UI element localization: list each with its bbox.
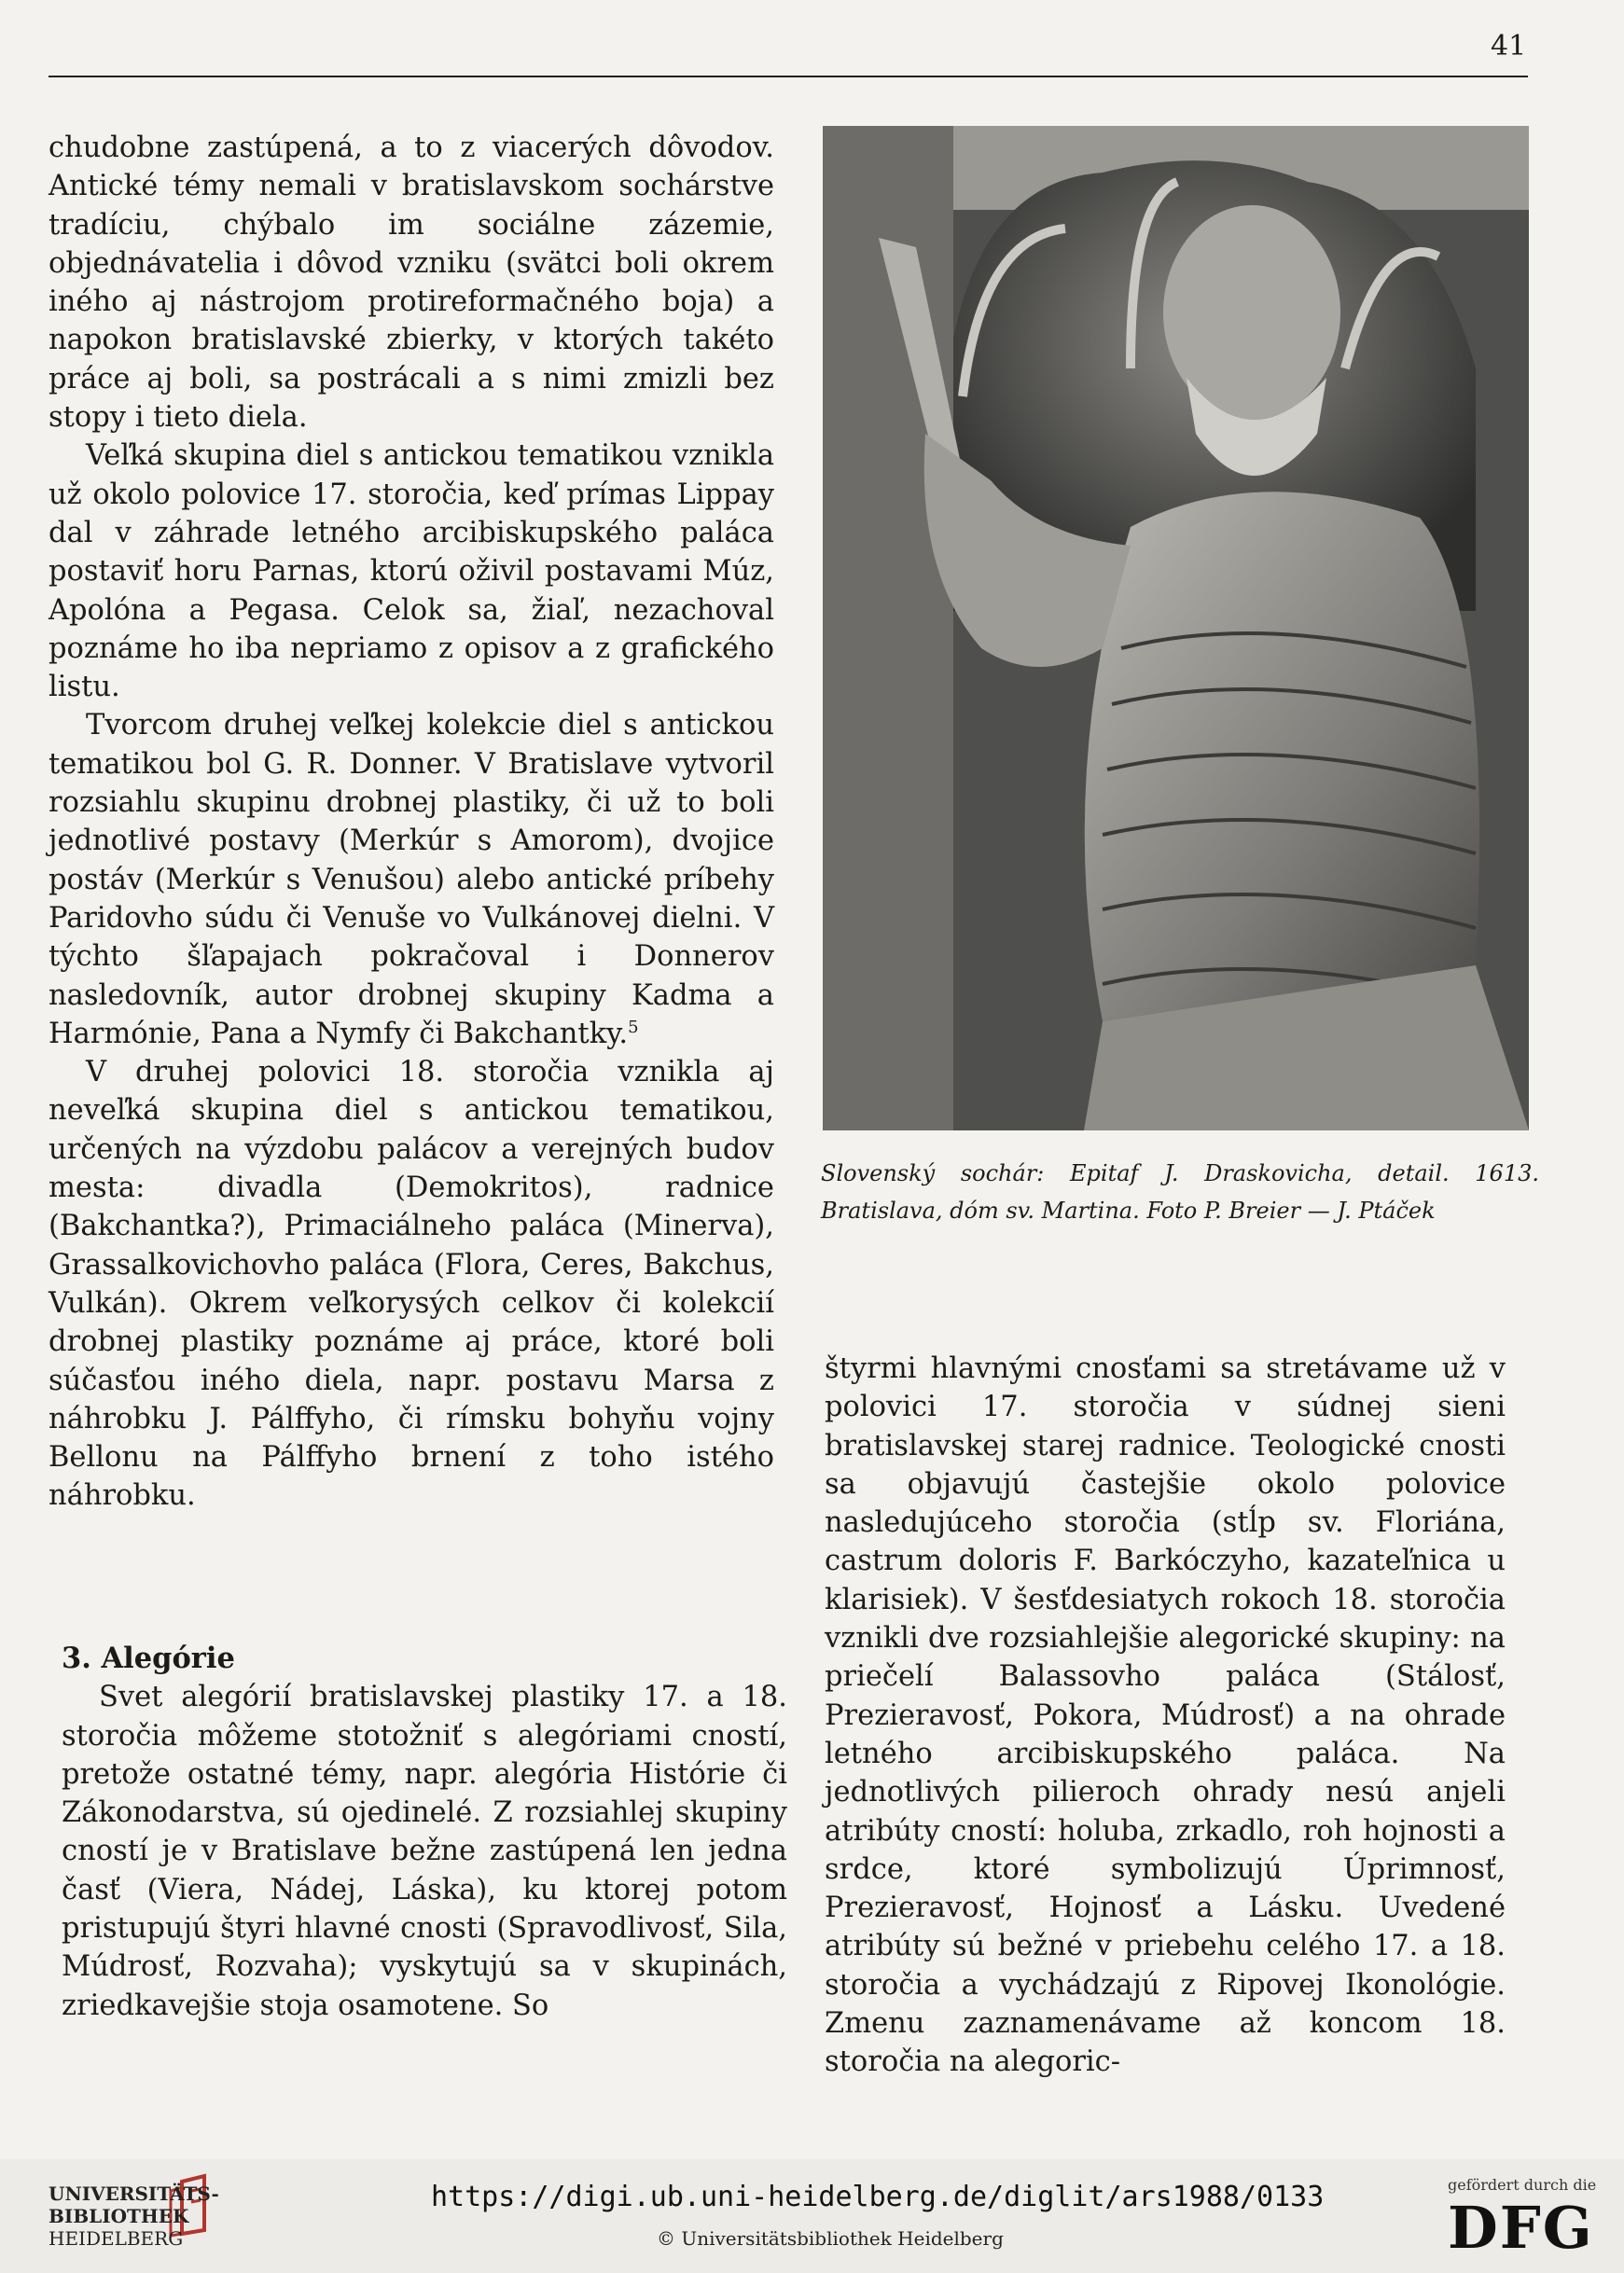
sculpture-image (823, 126, 1529, 1130)
library-line: BIBLIOTHEK (49, 2205, 189, 2227)
library-line: UNIVERSITÄTS- (49, 2183, 219, 2205)
paragraph (49, 706, 774, 1053)
paragraph: Veľká skupina diel s antickou tematikou vznikla už okolo polovice 17. storočia, keď prímas Lippay dal v záhrade letného arcibiskupského paláca postaviť horu Parnas, ktorú oživil postavami Múz, Apolóna a Pegasa. Celok sa, žiaľ, nezachoval poznáme ho iba nepriamo z opisov a z grafického listu. (49, 439, 774, 704)
paragraph-text: Tvorcom druhej veľkej kolekcie diel s antickou tematikou bol G. R. Donner. V Bratislave vytvoril rozsiahlu skupinu drobnej plastiky, či už to boli jednotlivé postavy (Merkúr s Amorom), dvojice postáv (Merkúr s Venušou) alebo antické príbehy Paridovho súdu či Venuše vo Vulkánovej dielni. V týchto šľapajach pokračoval i Donnerov nasledovník, autor drobnej skupiny Kadma a Harmónie, Pana a Nymfy či Bakchantky. (49, 709, 774, 1050)
photo-caption: Slovenský sochár: Epitaf J. Draskovicha, detail. 1613. Bratislava, dóm sv. Martina. Foto P. Breier — J. Ptáček (821, 1160, 1539, 1224)
right-column (825, 1350, 1506, 2082)
section-heading: 3. Alegórie (62, 1642, 235, 1675)
dfg-logo: DFG (1448, 2194, 1594, 2262)
left-column-top (49, 129, 774, 1516)
epitaph-photo (823, 126, 1529, 1130)
library-line: HEIDELBERG (49, 2227, 184, 2250)
header-rule (49, 76, 1528, 77)
left-column-section (62, 1640, 787, 2025)
paragraph: chudobne zastúpená, a to z viacerých dôvodov. Antické témy nemali v bratislavskom sochárstve tradíciu, chýbalo im sociálne zázemie, objednávatelia i dôvod vzniku (svätci boli okrem iného aj nástrojom protireformačného boja) a napokon bratislavské zbierky, v ktorých takéto práce aj boli, sa postrácali a s nimi zmizli bez stopy i tieto diela. (49, 132, 774, 435)
funding-note: gefördert durch die (1448, 2176, 1597, 2194)
page-number: 41 (1491, 30, 1527, 62)
source-url-link[interactable]: https://digi.ub.uni-heidelberg.de/diglit/ars1988/0133 (431, 2181, 1325, 2213)
paragraph: štyrmi hlavnými cnosťami sa stretávame už v polovici 17. storočia v súdnej sieni bratislavskej starej radnice. Teologické cnosti sa objavujú častejšie okolo polovice nasledujúceho storočia (stĺp sv. Floriána, castrum doloris F. Barkóczyho, kazateľnica u klarisiek). V šesťdesiatych rokoch 18. storočia vznikli dve rozsiahlejšie alegorické skupiny: na priečelí Balassovho paláca (Stálosť, Prezieravosť, Pokora, Múdrosť) a na ohrade letného arcibiskupského paláca. Na jednotlivých pilieroch ohrady nesú anjeli atribúty cností: holuba, zrkadlo, roh hojnosti a srdce, ktoré symbolizujú Úprimnosť, Prezieravosť, Hojnosť a Lásku. Uvedené atribúty sú bežné v priebehu celého 17. a 18. storočia a vychádzajú z Ripovej Ikonológie. Zmenu zaznamenávame až koncom 18. storočia na alegoric- (825, 1352, 1506, 2079)
paragraph: V druhej polovici 18. storočia vznikla aj neveľká skupina diel s antickou tematikou, určených na výzdobu palácov a verejných budov mesta: divadla (Demokritos), radnice (Bakchantka?), Primaciálneho paláca (Minerva), Grassalkovichovho paláca (Flora, Ceres, Bakchus, Vulkán). Okrem veľkorysých celkov či kolekcií drobnej plastiky poznáme aj práce, ktoré boli súčasťou iného diela, napr. postavu Marsa z náhrobku J. Pálffyho, či rímsku bohyňu vojny Bellonu na Pálffyho brnení z toho istého náhrobku. (49, 1056, 774, 1513)
library-name (49, 2183, 219, 2250)
paragraph: Svet alegórií bratislavskej plastiky 17. a 18. storočia môžeme stotožniť s alegóriami cností, pretože ostatné témy, napr. alegória Histórie či Zákonodarstva, sú ojedinelé. Z rozsiahlej skupiny cností je v Bratislave bežne zastúpená len jedna časť (Viera, Nádej, Láska), ku ktorej potom pristupujú štyri hlavné cnosti (Spravodlivosť, Sila, Múdrosť, Rozvaha); vyskytujú sa v skupinách, zriedkavejšie stoja osamotene. So (62, 1681, 787, 2022)
copyright-notice: © Universitätsbibliothek Heidelberg (657, 2227, 1004, 2250)
footnote-ref[interactable]: 5 (628, 1017, 639, 1037)
footer (0, 2159, 1624, 2273)
